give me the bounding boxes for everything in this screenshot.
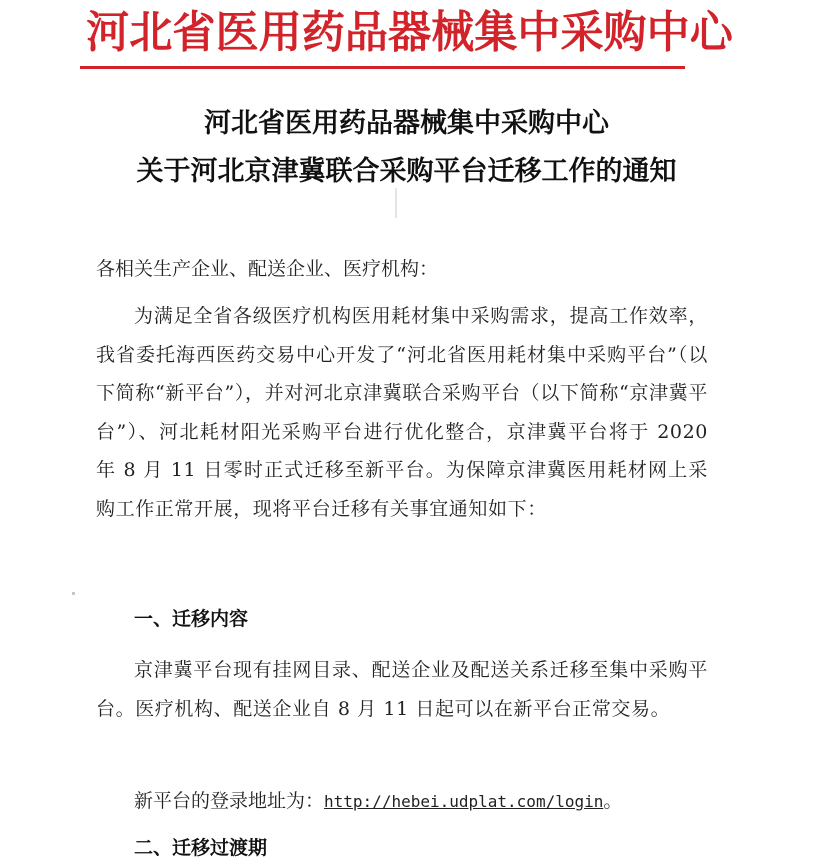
login-url-link[interactable]: http://hebei.udplat.com/login [324,792,604,811]
scan-speck [395,188,397,218]
letterhead-red-rule [80,66,685,69]
intro-paragraph: 为满足全省各级医疗机构医用耗材集中采购需求，提高工作效率，我省委托海西医药交易中心开发了“河北省医用耗材集中采购平台”（以下简称“新平台”），并对河北京津冀联合采购平台（以下简称“京津冀平台”）、河北耗材阳光采购平台进行优化整合，京津冀平台将于 2020 年 8 月 11 日零时正式迁移至新平台。为保障京津冀医用耗材网上采购工作正常开展，现将平台迁移有关事宜通知如下： [96,305,708,520]
section1-paragraph: 京津冀平台现有挂网目录、配送企业及配送关系迁移至集中采购平台。医疗机构、配送企业自 8 月 11 日起可以在新平台正常交易。 [96,659,708,720]
login-address-end: 。 [603,790,623,812]
section1-heading: 一、迁移内容 [134,608,249,630]
login-address-label: 新平台的登录地址为： [134,790,325,812]
letterhead-org-name: 河北省医用药品器械集中采购中心 [86,7,733,58]
section2-heading: 二、迁移过渡期 [134,837,268,859]
document-title-line1: 河北省医用药品器械集中采购中心 [204,108,609,139]
login-address-line [134,786,622,813]
document-title-line2: 关于河北京津冀联合采购平台迁移工作的通知 [136,156,677,187]
addressee-line: 各相关生产企业、配送企业、医疗机构： [96,258,439,280]
scan-speck [72,592,75,595]
